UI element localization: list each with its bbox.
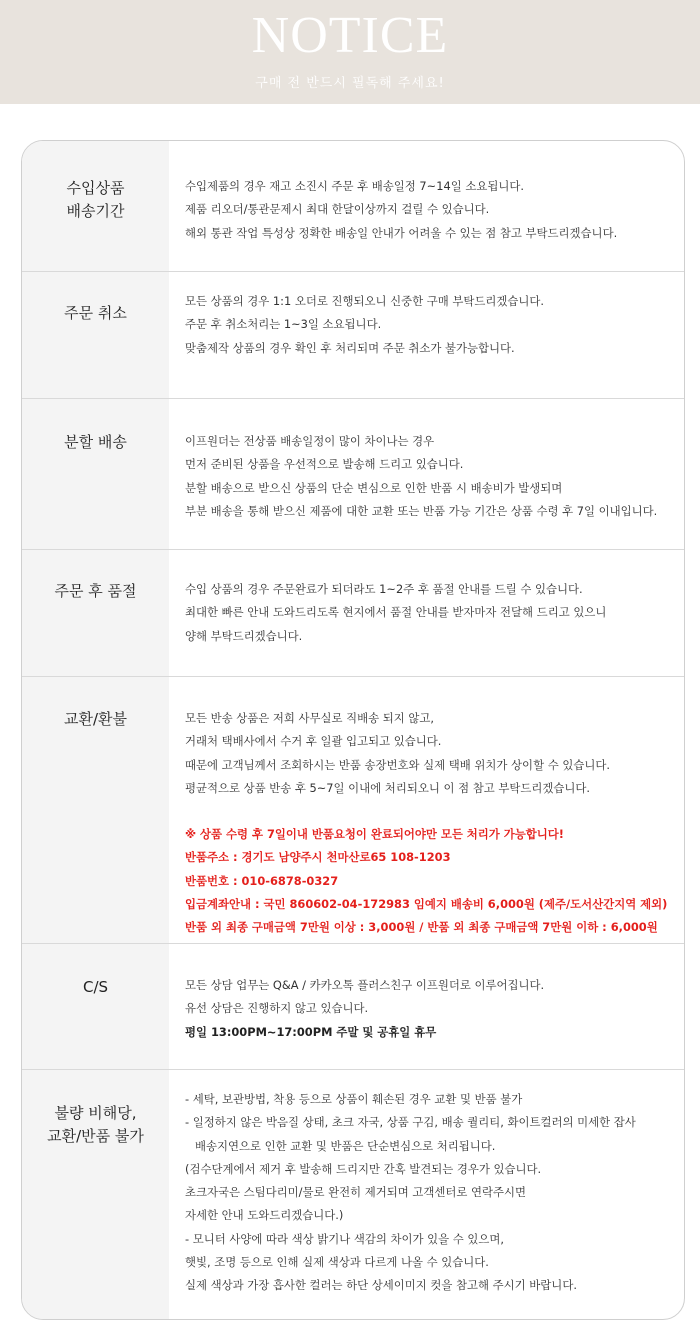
section-label: 분할 배송 bbox=[64, 433, 127, 451]
section-label: 주문 취소 bbox=[64, 304, 127, 322]
content-line: 이프원더는 전상품 배송일정이 많이 차이나는 경우 bbox=[185, 434, 435, 448]
content-line: - 세탁, 보관방법, 착용 등으로 상품이 훼손된 경우 교환 및 반품 불가 bbox=[185, 1092, 523, 1106]
content-line: 배송지연으로 인한 교환 및 반품은 단순변심으로 처리됩니다. bbox=[195, 1138, 496, 1153]
notice-title: NOTICE bbox=[251, 7, 449, 64]
section-non-defect bbox=[22, 1070, 684, 1319]
content-line: 모든 상품의 경우 1:1 오더로 진행되오니 신중한 구매 부탁드리겠습니다. bbox=[185, 294, 545, 308]
section-label: 주문 후 품절 bbox=[54, 582, 137, 600]
content-line: 햇빛, 조명 등으로 인해 실제 색상과 다르게 나올 수 있습니다. bbox=[185, 1255, 489, 1270]
return-phone: 반품번호 : 010-6878-0327 bbox=[185, 873, 339, 888]
section-cs bbox=[22, 944, 684, 1070]
section-label-cell bbox=[22, 944, 169, 1069]
cs-hours: 평일 13:00PM~17:00PM 주말 및 공휴일 휴무 bbox=[185, 1024, 437, 1039]
section-order-cancel bbox=[22, 272, 684, 399]
section-import-delivery bbox=[22, 141, 684, 272]
section-content bbox=[185, 175, 676, 245]
notice-table bbox=[21, 140, 685, 1320]
refund-notice: ※ 상품 수령 후 7일이내 반품요청이 완료되어야만 모든 처리가 가능합니다! bbox=[185, 827, 564, 842]
content-line: 해외 통관 작업 특성상 정확한 배송일 안내가 어려울 수 있는 점 참고 부탁드리겠습니다. bbox=[185, 225, 618, 240]
content-line: 유선 상담은 진행하지 않고 있습니다. bbox=[185, 1001, 369, 1016]
content-line: 부분 배송을 통해 받으신 제품에 대한 교환 또는 반품 가능 기간은 상품 수령 후 7일 이내입니다. bbox=[185, 503, 658, 518]
content-line: 분할 배송으로 받으신 상품의 단순 변심으로 인한 반품 시 배송비가 발생되며 bbox=[185, 480, 563, 495]
section-split-delivery bbox=[22, 399, 684, 550]
section-content bbox=[185, 578, 676, 648]
shipping-fee-policy: 반품 외 최종 구매금액 7만원 이상 : 3,000원 / 반품 외 최종 구매금액 7만원 이하 : 6,000원 bbox=[185, 920, 658, 935]
content-line: 실제 색상과 가장 흡사한 컬러는 하단 상세이미지 컷을 참고해 주시기 바랍니다. bbox=[185, 1278, 577, 1293]
content-line: 때문에 고객님께서 조회하시는 반품 송장번호와 실제 택배 위치가 상이할 수 있습니다. bbox=[185, 757, 610, 772]
section-label-cell bbox=[22, 272, 169, 398]
section-content bbox=[185, 1088, 676, 1298]
section-label: 수입상품 배송기간 bbox=[66, 179, 125, 220]
section-out-of-stock bbox=[22, 550, 684, 677]
content-line: (검수단계에서 제거 후 발송해 드리지만 간혹 발견되는 경우가 있습니다. bbox=[185, 1161, 542, 1176]
content-line: - 모니터 사양에 따라 색상 밝기나 색감의 차이가 있을 수 있으며, bbox=[185, 1231, 505, 1246]
notice-subtitle: 구매 전 반드시 필독해 주세요! bbox=[255, 76, 445, 91]
section-content bbox=[185, 430, 676, 523]
section-label: 불량 비해당, 교환/반품 불가 bbox=[47, 1104, 144, 1145]
section-exchange-refund bbox=[22, 677, 684, 944]
section-content bbox=[185, 707, 676, 940]
content-line: 수입 상품의 경우 주문완료가 되더라도 1~2주 후 품절 안내를 드릴 수 있습니다. bbox=[185, 582, 583, 596]
content-line: 거래처 택배사에서 수거 후 일괄 입고되고 있습니다. bbox=[185, 734, 442, 749]
content-line: 수입제품의 경우 재고 소진시 주문 후 배송일정 7~14일 소요됩니다. bbox=[185, 179, 524, 193]
section-content bbox=[185, 974, 676, 1044]
section-label-cell bbox=[22, 1070, 169, 1319]
section-label: C/S bbox=[82, 978, 109, 996]
content-line: - 일정하지 않은 박음질 상태, 초크 자국, 상품 구김, 배송 퀄리티, 화이트컬러의 미세한 잡사 bbox=[185, 1115, 636, 1130]
section-label-cell bbox=[22, 550, 169, 676]
section-content bbox=[185, 290, 676, 360]
content-line: 모든 상담 업무는 Q&A / 카카오톡 플러스친구 이프원더로 이루어집니다. bbox=[185, 978, 545, 992]
section-label-cell bbox=[22, 677, 169, 943]
content-line: 제품 리오더/통관문제시 최대 한달이상까지 걸릴 수 있습니다. bbox=[185, 202, 490, 217]
content-line: 먼저 준비된 상품을 우선적으로 발송해 드리고 있습니다. bbox=[185, 457, 464, 472]
content-line: 맞춤제작 상품의 경우 확인 후 처리되며 주문 취소가 불가능합니다. bbox=[185, 340, 515, 355]
return-address: 반품주소 : 경기도 남양주시 천마산로65 108-1203 bbox=[185, 850, 451, 865]
content-line: 주문 후 취소처리는 1~3일 소요됩니다. bbox=[185, 317, 382, 332]
content-line: 평균적으로 상품 반송 후 5~7일 이내에 처리되오니 이 점 참고 부탁드리겠습니다. bbox=[185, 780, 590, 795]
content-line: 양해 부탁드리겠습니다. bbox=[185, 628, 303, 643]
notice-header bbox=[0, 0, 700, 104]
section-label: 교환/환불 bbox=[63, 710, 127, 728]
bank-account: 입금계좌안내 : 국민 860602-04-172983 임예지 배송비 6,000원 (제주/도서산간지역 제외) bbox=[185, 897, 668, 912]
content-line: 초크자국은 스팀다리미/물로 완전히 제거되며 고객센터로 연락주시면 bbox=[185, 1185, 527, 1200]
section-label-cell bbox=[22, 141, 169, 271]
content-line: 최대한 빠른 안내 도와드리도록 현지에서 품절 안내를 받자마자 전달해 드리고 있으니 bbox=[185, 605, 607, 620]
content-line: 모든 반송 상품은 저희 사무실로 직배송 되지 않고, bbox=[185, 711, 435, 725]
content-line: 자세한 안내 도와드리겠습니다.) bbox=[185, 1208, 344, 1223]
section-label-cell bbox=[22, 399, 169, 549]
